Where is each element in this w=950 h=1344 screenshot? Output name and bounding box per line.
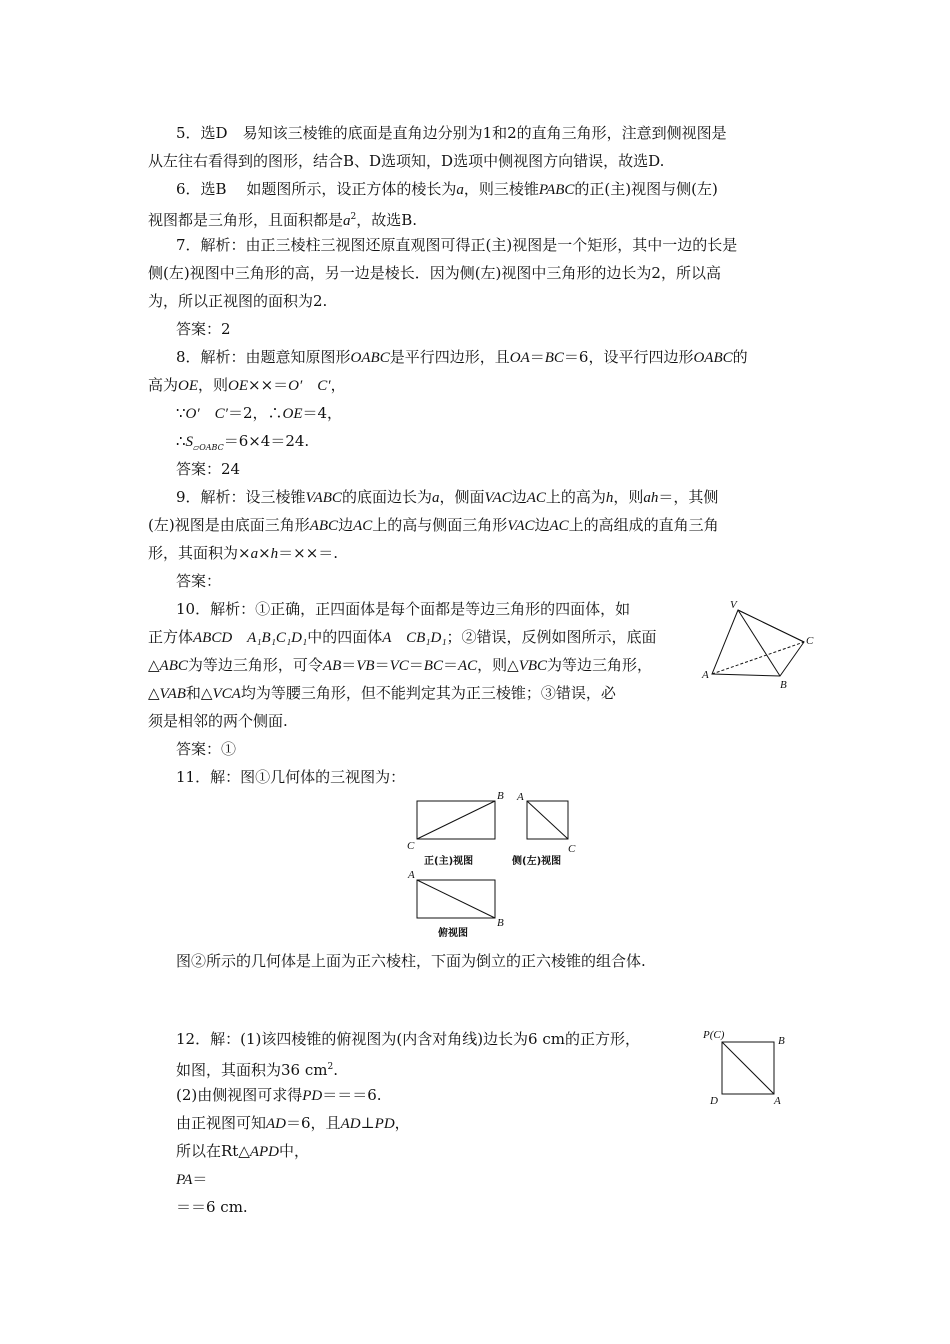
- top-view-caption: 俯视图: [438, 928, 468, 938]
- label-D: D: [710, 1095, 718, 1107]
- top-label-B: B: [497, 917, 504, 929]
- q12-line-3: (2)由侧视图可求得PD＝＝＝6.: [176, 1086, 382, 1104]
- top-label-A: A: [408, 869, 415, 881]
- q12-line-1: 12．解：(1)该四棱锥的俯视图为(内含对角线)边长为6 cm的正方形，: [176, 1030, 640, 1048]
- side-label-A: A: [517, 791, 524, 803]
- q10-line-3: △ABC为等边三角形，可令AB＝VB＝VC＝BC＝AC，则△VBC为等边三角形，: [148, 656, 653, 674]
- q10-answer: 答案：①: [176, 740, 237, 758]
- q11-line-2: 图②所示的几何体是上面为正六棱柱，下面为倒立的正六棱锥的组合体.: [176, 952, 646, 970]
- q11-line-1: 11．解：图①几何体的三视图为：: [176, 768, 406, 786]
- q10-line-1: 10．解析：①正确，正四面体是每个面都是等边三角形的四面体，如: [176, 600, 631, 618]
- q8-answer: 答案：24: [176, 460, 241, 478]
- label-A: A: [702, 669, 709, 681]
- q10-line-5: 须是相邻的两个侧面.: [148, 712, 288, 730]
- q9-line-3: 形，其面积为×a×h＝××＝.: [148, 544, 339, 562]
- q12-line-2: 如图，其面积为36 $cm^2$.: [176, 1061, 338, 1079]
- label-A: A: [774, 1095, 781, 1107]
- q7-answer: 答案：2: [176, 320, 231, 338]
- q8-line-4: $\therefore S_{▱OABC}=6\times 4=24$.: [176, 432, 310, 452]
- q9-line-1: 9．解析：设三棱锥VABC的底面边长为a，侧面VAC边AC上的高为h，则ah＝，其侧: [176, 488, 719, 506]
- top-view-diagonal: [417, 880, 495, 918]
- q10-line-2: 正方体ABCD A₁B₁C₁D₁中的四面体A CB₁D₁；②错误，反例如图所示，底面: [148, 628, 657, 646]
- label-B: B: [780, 679, 787, 690]
- square-figure: [700, 1024, 800, 1110]
- label-C: C: [806, 635, 814, 647]
- q7-line-2: 侧(左)视图中三角形的高，另一边是棱长．因为侧(左)视图中三角形的边长为2，所以高: [148, 264, 721, 282]
- q5-line-2: 从左往右看得到的图形，结合B、D选项知，D选项中侧视图方向错误，故选D.: [148, 152, 665, 170]
- q7-line-3: 为，所以正视图的面积为2.: [148, 292, 328, 310]
- q10-line-4: △VAB和△VCA均为等腰三角形，但不能判定其为正三棱锥；③错误，必: [148, 684, 616, 702]
- q8-line-3: ∵O′ C′＝2，∴OE＝4，: [176, 404, 343, 422]
- q12-line-5: 所以在Rt△APD中，: [176, 1142, 310, 1160]
- label-PC: P(C): [703, 1029, 725, 1041]
- front-label-B: B: [497, 790, 504, 802]
- tetra-edge-AC-hidden: [712, 642, 804, 674]
- label-V: V: [730, 599, 737, 611]
- square-diagonal: [722, 1042, 774, 1094]
- q9-line-2: (左)视图是由底面三角形ABC边AC上的高与侧面三角形VAC边AC上的高组成的直角三角: [148, 516, 719, 534]
- front-view-diagonal: [417, 801, 495, 839]
- side-label-C: C: [568, 843, 576, 855]
- q12-line-7: ＝＝6 cm.: [176, 1198, 248, 1216]
- tetrahedron-figure: [700, 598, 820, 690]
- three-views-figure: [400, 788, 590, 938]
- q6-line-1: 6．选B 如题图所示，设正方体的棱长为a，则三棱锥PABC的正(主)视图与侧(左): [176, 180, 718, 198]
- q7-line-1: 7．解析：由正三棱柱三视图还原直观图可得正(主)视图是一个矩形，其中一边的长是: [176, 236, 738, 254]
- q9-answer: 答案：: [176, 572, 222, 590]
- q8-line-2: 高为OE，则OE××＝O′ C′，: [148, 376, 346, 394]
- label-B: B: [778, 1035, 785, 1047]
- q6-line-2: 视图都是三角形，且面积都是$a^2$，故选B.: [148, 211, 418, 229]
- q5-line-1: 5．选D 易知该三棱锥的底面是直角边分别为1和2的直角三角形，注意到侧视图是: [176, 124, 727, 142]
- q12-line-6: PA＝: [176, 1170, 208, 1188]
- side-view-diagonal: [527, 801, 568, 839]
- q12-line-4: 由正视图可知AD＝6，且AD⊥PD，: [176, 1114, 410, 1132]
- front-view-caption: 正(主)视图: [424, 856, 474, 867]
- q8-line-1: 8．解析：由题意知原图形OABC是平行四边形，且OA＝BC＝6，设平行四边形OABC的: [176, 348, 748, 366]
- side-view-caption: 侧(左)视图: [512, 856, 562, 867]
- front-label-C: C: [407, 840, 415, 852]
